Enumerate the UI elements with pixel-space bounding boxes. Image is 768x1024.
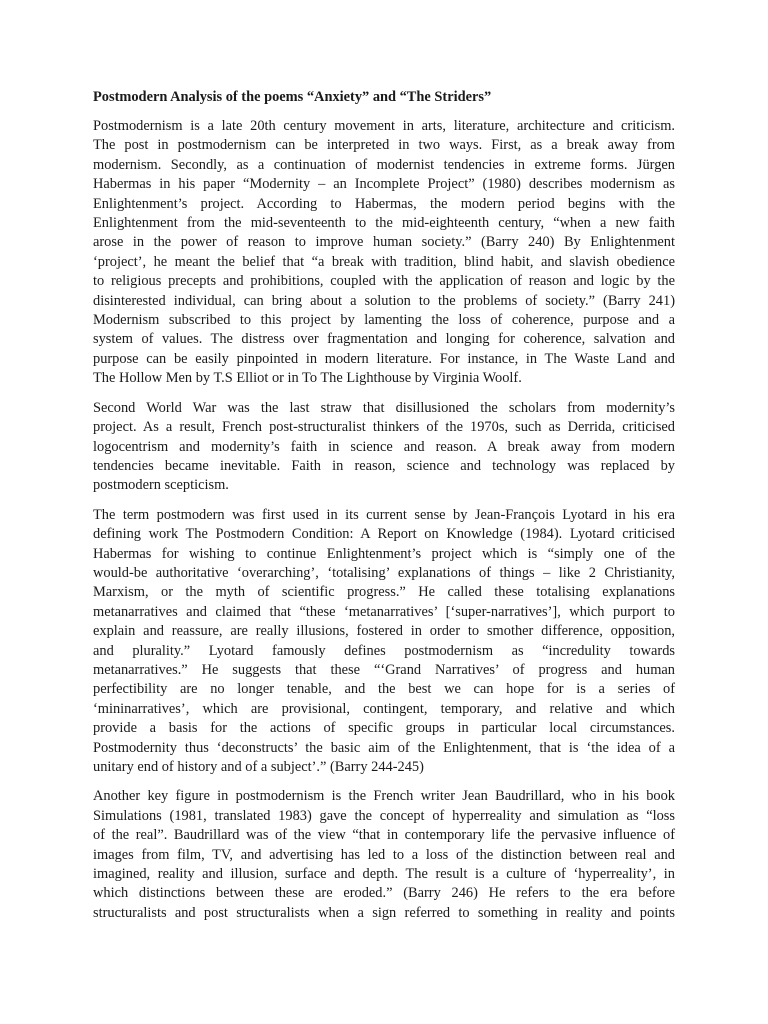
text-line: system of values. The distress over fragmentation and longing for coherence, salvation and	[93, 331, 675, 348]
text-line: and plurality.” Lyotard famously defines postmodernism as “incredulity towards	[93, 642, 675, 659]
paragraph	[93, 787, 675, 923]
text-line: unitary end of history and of a subject’.” (Barry 244-245)	[93, 759, 424, 775]
text-line: The post in postmodernism can be interpreted in two ways. First, as a break away from	[93, 137, 675, 154]
paragraph	[93, 506, 675, 778]
text-line: arose in the power of reason to improve human society.” (Barry 240) By Enlightenment	[93, 234, 675, 251]
text-line: Modernism subscribed to this project by lamenting the loss of coherence, purpose and a	[93, 312, 675, 329]
text-line: which distinctions between these are eroded.” (Barry 246) He refers to the era before	[93, 885, 675, 902]
text-line: ‘project’, he meant the belief that “a break with tradition, blind habit, and slavish obedience	[93, 253, 675, 270]
text-line: metanarratives and claimed that “these ‘metanarratives’ [‘super-narratives’], which purport to	[93, 603, 675, 620]
text-line: perfectibility are no longer tenable, and the best we can hope for is a series of	[93, 681, 675, 698]
text-line: Marxism, or the myth of scientific progress.” He called these totalising explanations	[93, 584, 675, 601]
text-line: The term postmodern was first used in its current sense by Jean-François Lyotard in his era	[93, 506, 675, 523]
document-title: Postmodern Analysis of the poems “Anxiety” and “The Striders”	[93, 89, 492, 105]
text-line: defining work The Postmodern Condition: A Report on Knowledge (1984). Lyotard criticised	[93, 526, 675, 543]
text-line: Enlightenment from the mid-seventeenth to the mid-eighteenth century, “when a new faith	[93, 215, 675, 232]
text-line: Simulations (1981, translated 1983) gave the concept of hyperreality and simulation as “loss	[93, 807, 675, 824]
text-line: Second World War was the last straw that disillusioned the scholars from modernity’s	[93, 399, 675, 416]
text-line: Another key figure in postmodernism is the French writer Jean Baudrillard, who in his book	[93, 788, 675, 805]
text-line: explain and reassure, are really illusions, fostered in order to smother difference, opposition,	[93, 623, 675, 640]
text-line: provide a basis for the actions of specific groups in particular local circumstances.	[93, 720, 675, 737]
text-line: structuralists and post structuralists when a sign referred to something in reality and points	[93, 904, 675, 921]
text-line: images from film, TV, and advertising has led to a loss of the distinction between real and	[93, 846, 675, 863]
text-line: ‘mininarratives’, which are provisional, contingent, temporary, and relative and which	[93, 700, 675, 717]
text-line: Postmodernism is a late 20th century movement in arts, literature, architecture and criticism.	[93, 118, 675, 134]
text-line: imagined, reality and illusion, surface and depth. The result is a culture of ‘hyperreality’, in	[93, 866, 675, 883]
text-line: of the real”. Baudrillard was of the view “that in contemporary life the pervasive influence of	[93, 827, 675, 844]
text-line: to religious precepts and prohibitions, coupled with the application of reason and logic by the	[93, 273, 675, 290]
text-line: modernism. Secondly, as a continuation of modernist tendencies in extreme forms. Jürgen	[93, 156, 675, 173]
text-line: The Hollow Men by T.S Elliot or in To The Lighthouse by Virginia Woolf.	[93, 370, 522, 387]
text-line: project. As a result, French post-structuralist thinkers of the 1970s, such as Derrida, criticised	[93, 419, 675, 436]
paragraph-container	[93, 117, 675, 923]
text-line: postmodern scepticism.	[93, 477, 229, 494]
paragraph	[93, 399, 675, 496]
text-line: Postmodernity thus ‘deconstructs’ the basic aim of the Enlightenment, that is ‘the idea of a	[93, 739, 675, 756]
text-line: disinterested individual, can bring about a solution to the problems of society.” (Barry 241)	[93, 292, 675, 309]
text-line: tendencies became inevitable. Faith in reason, science and technology was replaced by	[93, 457, 675, 474]
text-line: Habermas for wishing to continue Enlightenment’s project which is “simply one of the	[93, 545, 675, 562]
text-line: Habermas in his paper “Modernity – an Incomplete Project” (1980) describes modernism as	[93, 176, 675, 193]
text-line: would-be authoritative ‘overarching’, ‘totalising’ explanations of things – like 2 Christianity,	[93, 564, 675, 581]
text-line: Enlightenment’s project. According to Habermas, the modern period begins with the	[93, 195, 675, 212]
text-line: metanarratives.” He suggests that these “‘Grand Narratives’ of progress and human	[93, 661, 675, 678]
text-line: purpose can be easily pinpointed in modern literature. For instance, in The Waste Land and	[93, 350, 675, 367]
paragraph	[93, 117, 675, 389]
document-body	[93, 88, 675, 933]
text-line: logocentrism and modernity’s faith in science and reason. A break away from modern	[93, 438, 675, 455]
